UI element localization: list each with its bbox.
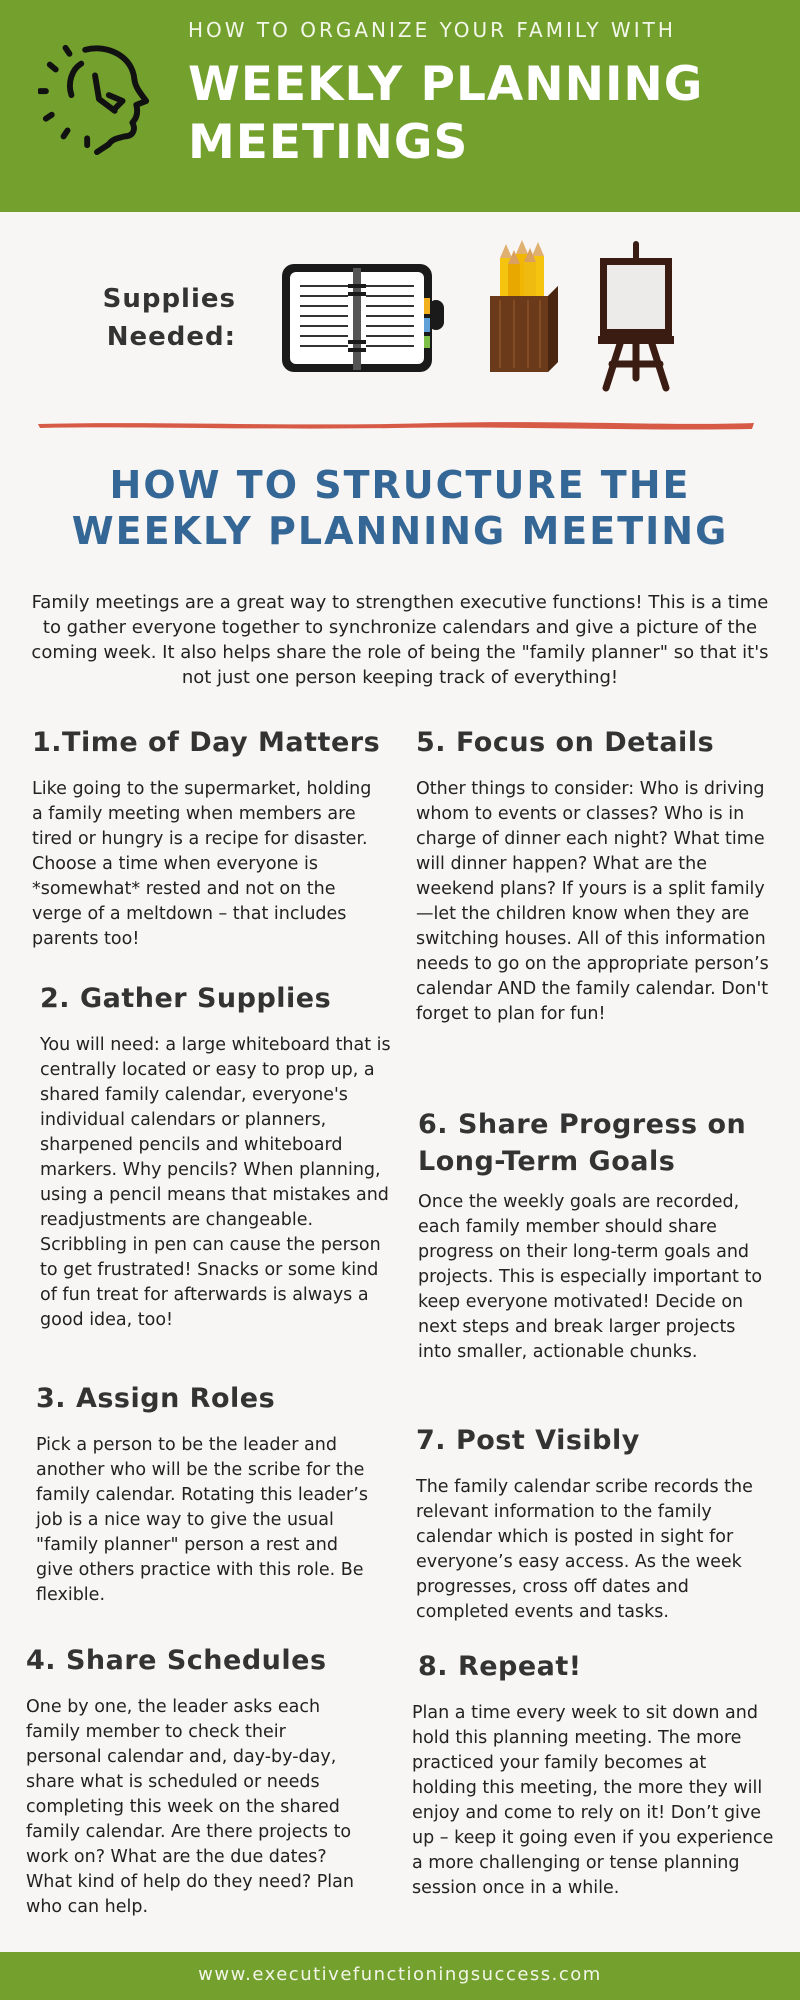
step-5: [416, 724, 770, 1027]
head-clock-icon: [38, 40, 156, 158]
footer-url[interactable]: www.executivefunctioningsuccess.com: [198, 1964, 602, 1985]
step-7: [416, 1422, 770, 1625]
step-2: [40, 980, 396, 1333]
step-body: The family calendar scribe records the relevant information to the family calendar which is posted in sight for everyone’s easy access. As the week progresses, cross off dates and completed events and tasks.: [416, 1477, 753, 1622]
easel-whiteboard-icon: [596, 240, 676, 392]
step-body: Pick a person to be the leader and another who will be the scribe for the family calendar. Rotating this leader’s job is a nice way to give the usual "family planner" person a rest and give others practice with this role. Be flexible.: [36, 1435, 368, 1605]
intro-paragraph: Family meetings are a great way to strengthen executive functions! This is a time to gather everyone together to synchronize calendars and give a picture of the coming week. It also helps share the role of being the "family planner" so that it's not just one person keeping track of everything!: [31, 592, 769, 688]
step-heading: 5. Focus on Details: [416, 727, 715, 758]
step-body: Plan a time every week to sit down and hold this planning meeting. The more practiced your family becomes at holding this meeting, the more they will enjoy and come to rely on it! Don’t give up – keep it going even if you experience a more challenging or tense planning session once in a while.: [412, 1703, 774, 1898]
step-heading: 2. Gather Supplies: [40, 983, 332, 1014]
step-3: [36, 1380, 368, 1608]
section-title: HOW TO STRUCTURE THE WEEKLY PLANNING MEETING: [71, 463, 729, 553]
step-1: [32, 724, 386, 952]
supplies-label: Supplies Needed:: [102, 284, 236, 352]
footer-bar: [0, 1952, 800, 2000]
section-divider: [36, 418, 756, 432]
pencil-cup-icon: [486, 238, 562, 378]
header-kicker: HOW TO ORGANIZE YOUR FAMILY WITH: [188, 18, 676, 42]
header-banner: [0, 0, 800, 212]
step-4: [26, 1642, 364, 1920]
page-title: WEEKLY PLANNING MEETINGS: [188, 57, 704, 170]
step-body: Other things to consider: Who is driving whom to events or classes? Who is in charge of dinner each night? What time will dinner happen? What are the weekend plans? If yours is a split family—let the children know when they are switching houses. All of this information needs to go on the appropriate person’s calendar AND the family calendar. Don't forget to plan for fun!: [416, 779, 769, 1024]
step-body: One by one, the leader asks each family member to check their personal calendar and, day-by-day, share what is scheduled or needs completing this week on the shared family calendar. Are there projects to work on? What are the due dates? What kind of help do they need? Plan who can help.: [26, 1697, 354, 1917]
step-6: [418, 1106, 768, 1365]
step-heading: 6. Share Progress on Long-Term Goals: [418, 1109, 747, 1177]
step-heading: 8. Repeat!: [418, 1651, 582, 1682]
planner-icon: [278, 260, 448, 378]
step-8: [412, 1648, 774, 1901]
step-heading: 1.Time of Day Matters: [32, 727, 381, 758]
step-heading: 4. Share Schedules: [26, 1645, 327, 1676]
step-body: You will need: a large whiteboard that is centrally located or easy to prop up, a shared family calendar, everyone's individual calendars or planners, sharpened pencils and whiteboard markers. Why pencils? When planning, using a pencil means that mistakes and readjustments are changeable. Scribbling in pen can cause the person to get frustrated! Snacks or some kind of fun treat for afterwards is always a good idea, too!: [40, 1035, 391, 1330]
step-body: Once the weekly goals are recorded, each family member should share progress on their long-term goals and projects. This is especially important to keep everyone motivated! Decide on next steps and break larger projects into smaller, actionable chunks.: [418, 1192, 763, 1362]
step-heading: 7. Post Visibly: [416, 1425, 640, 1456]
step-body: Like going to the supermarket, holding a family meeting when members are tired or hungry is a recipe for disaster. Choose a time when everyone is *somewhat* rested and not on the verge of a meltdown – that includes parents too!: [32, 779, 372, 949]
step-heading: 3. Assign Roles: [36, 1383, 276, 1414]
